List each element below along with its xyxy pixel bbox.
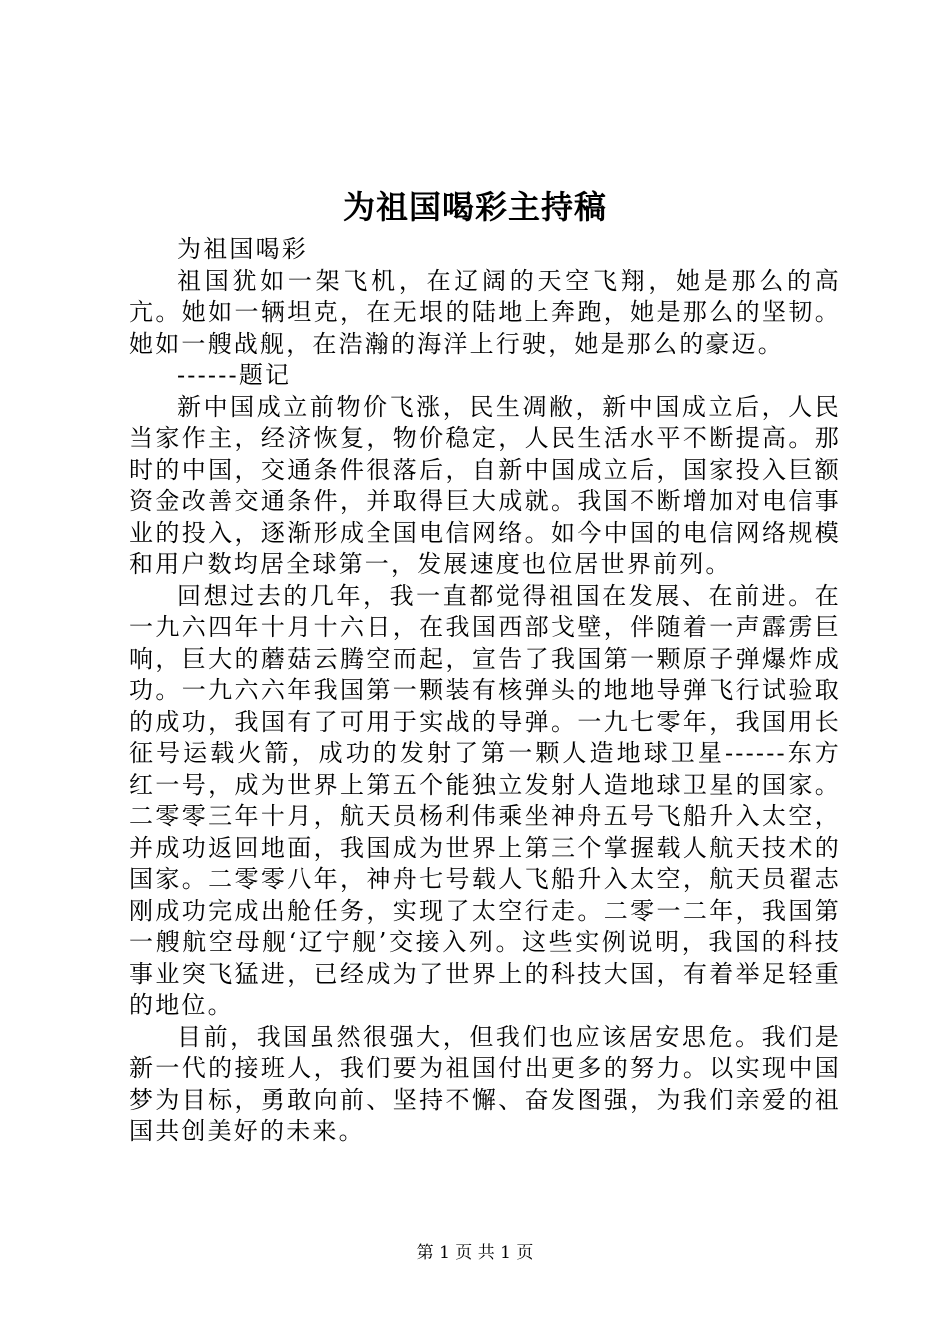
- paragraph-technology: 回想过去的几年，我一直都觉得祖国在发展、在前进。在一九六四年十月十六日，在我国西部戈壁，伴随着一声霹雳巨响，巨大的蘑菇云腾空而起，宣告了我国第一颗原子弹爆炸成功。一九六六年我国第一颗装有核弹头的地地导弹飞行试验取的成功，我国有了可用于实战的导弹。一九七零年，我国用长征号运载火箭，成功的发射了第一颗人造地球卫星------东方红一号，成为世界上第五个能独立发射人造地球卫星的国家。二零零三年十月，航天员杨利伟乘坐神舟五号飞船升入太空，并成功返回地面，我国成为世界上第三个掌握载人航天技术的国家。二零零八年，神舟七号载人飞船升入太空，航天员翟志刚成功完成出舱任务，实现了太空行走。二零一二年，我国第一艘航空母舰‘辽宁舰’交接入列。这些实例说明，我国的科技事业突飞猛进，已经成为了世界上的科技大国，有着举足轻重的地位。: [129, 581, 841, 1019]
- paragraph-intro: 祖国犹如一架飞机，在辽阔的天空飞翔，她是那么的高亢。她如一辆坦克，在无垠的陆地上奔跑，她是那么的坚韧。她如一艘战舰，在浩瀚的海洋上行驶，她是那么的豪迈。: [129, 266, 841, 358]
- page-footer: 第 1 页 共 1 页: [416, 1243, 534, 1263]
- document-body: [129, 234, 841, 1148]
- document-title: 为祖国喝彩主持稿: [342, 188, 607, 226]
- paragraph-heading: 为祖国喝彩: [177, 235, 308, 263]
- paragraph-inscription: ------题记: [177, 361, 292, 389]
- paragraph-conclusion: 目前，我国虽然很强大，但我们也应该居安思危。我们是新一代的接班人，我们要为祖国付出更多的努力。以实现中国梦为目标，勇敢向前、坚持不懈、奋发图强，为我们亲爱的祖国共创美好的未来。: [129, 1022, 841, 1145]
- paragraph-development: 新中国成立前物价飞涨，民生凋敝，新中国成立后，人民当家作主，经济恢复，物价稳定，人民生活水平不断提高。那时的中国，交通条件很落后，自新中国成立后，国家投入巨额资金改善交通条件，并取得巨大成就。我国不断增加对电信事业的投入，逐渐形成全国电信网络。如今中国的电信网络规模和用户数均居全球第一，发展速度也位居世界前列。: [129, 392, 841, 578]
